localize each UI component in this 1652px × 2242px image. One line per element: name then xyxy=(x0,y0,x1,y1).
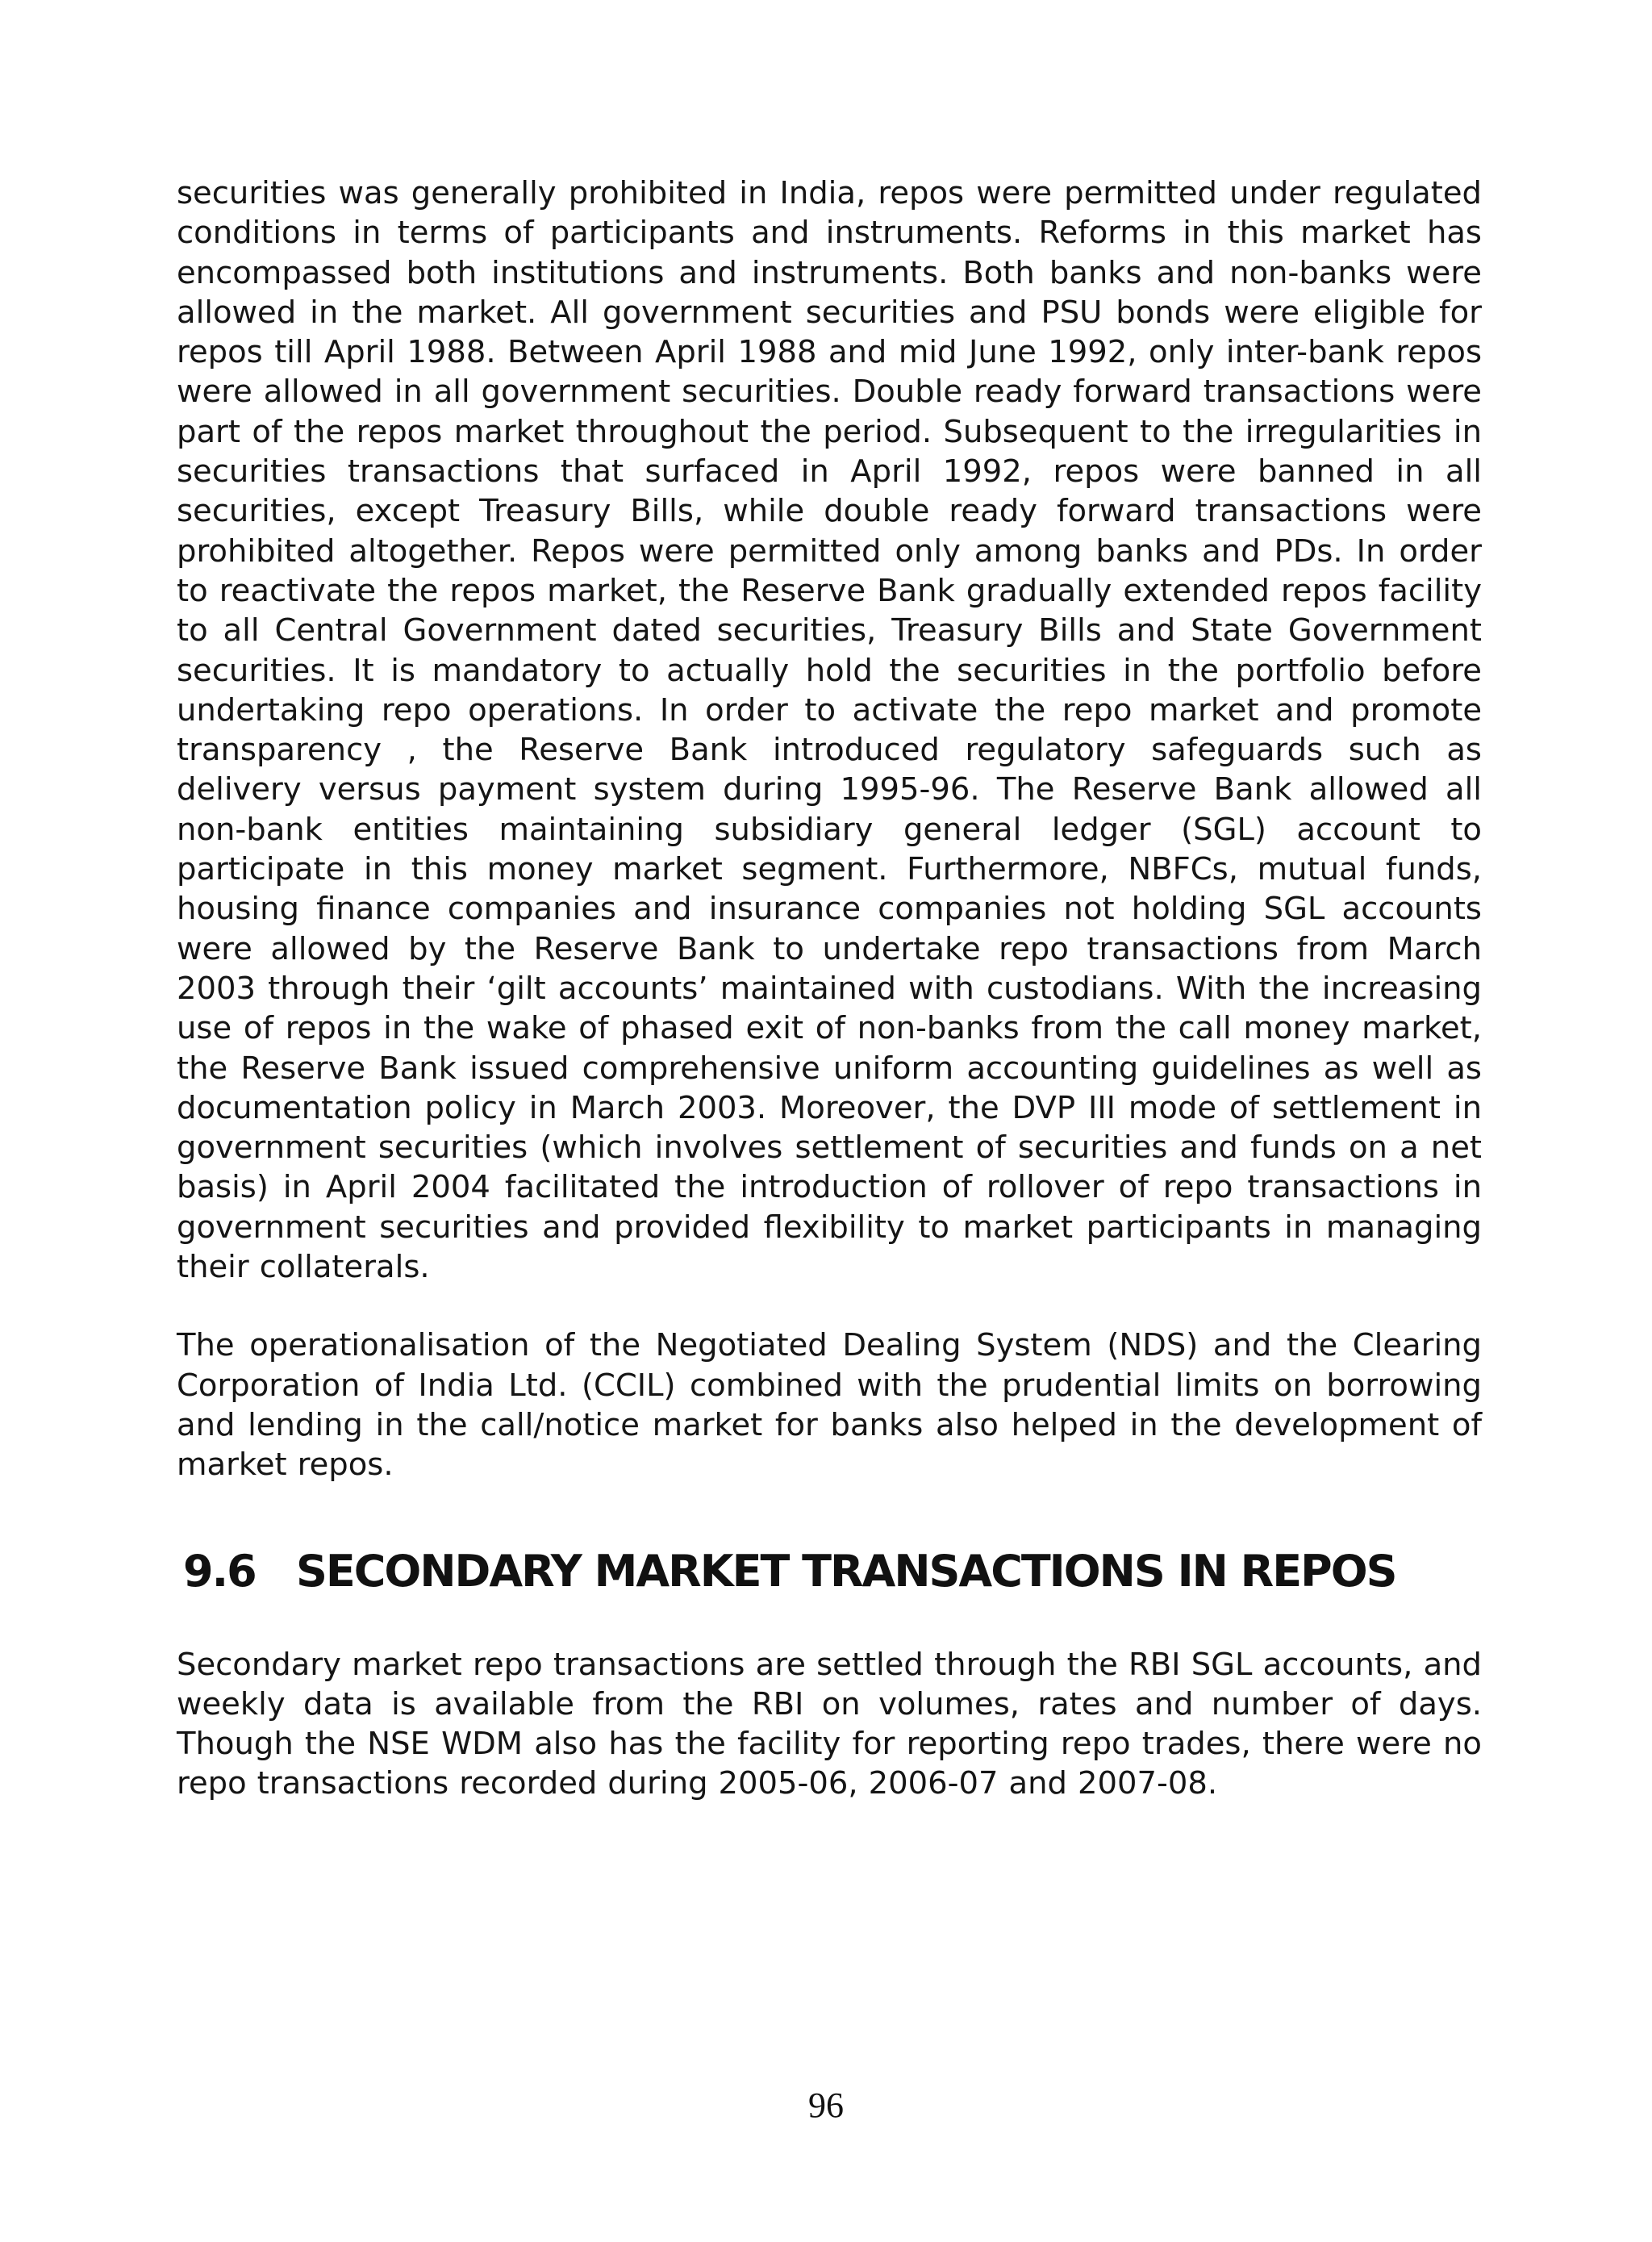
section-number: 9.6 xyxy=(183,1545,256,1597)
page-content xyxy=(177,173,1482,1804)
page-number: 96 xyxy=(808,2085,844,2125)
paragraph-repos-history: securities was generally prohibited in India, repos were permitted under regulated conditions in terms of participants and instruments. Reforms in this market has encompassed both institutions and instruments. Both banks and non-banks were allowed in the market. All government securities and PSU bonds were eligible for repos till April 1988. Between April 1988 and mid June 1992, only inter-bank repos were allowed in all government securities. Double ready forward transactions were part of the repos market throughout the period. Subsequent to the irregularities in securities transactions that surfaced in April 1992, repos were banned in all securities, except Treasury Bills, while double ready forward transactions were prohibited altogether. Repos were permitted only among banks and PDs. In order to reactivate the repos market, the Reserve Bank gradually extended repos facility to all Central Government dated securities, Treasury Bills and State Government securities. It is mandatory to actually hold the securities in the portfolio before undertaking repo operations. In order to activate the repo market and promote transparency , the Reserve Bank introduced regulatory safeguards such as delivery versus payment system during 1995-96. The Reserve Bank allowed all non-bank entities maintaining subsidiary general ledger (SGL) account to participate in this money market segment. Furthermore, NBFCs, mutual funds, housing finance companies and insurance companies not holding SGL accounts were allowed by the Reserve Bank to undertake repo transactions from March 2003 through their ‘gilt accounts’ maintained with custodians. With the increasing use of repos in the wake of phased exit of non-banks from the call money market, the Reserve Bank issued comprehensive uniform accounting guidelines as well as documentation policy in March 2003. Moreover, the DVP III mode of settlement in government securities (which involves settlement of securities and funds on a net basis) in April 2004 facilitated the introduction of rollover of repo transactions in government securities and provided flexibility to market participants in managing their collaterals. xyxy=(177,175,1482,1286)
section-heading xyxy=(183,1543,1482,1600)
paragraph-nds-ccil: The operationalisation of the Negotiated Dealing System (NDS) and the Clearing Corporation of India Ltd. (CCIL) combined with the prudential limits on borrowing and lending in the call/notice market for banks also helped in the development of market repos. xyxy=(177,1327,1482,1484)
section-title: SECONDARY MARKET TRANSACTIONS IN REPOS xyxy=(296,1545,1396,1597)
paragraph-secondary-market: Secondary market repo transactions are settled through the RBI SGL accounts, and weekly data is available from the RBI on volumes, rates and number of days. Though the NSE WDM also has the facility for reporting repo trades, there were no repo transactions recorded during 2005-06, 2006-07 and 2007-08. xyxy=(177,1646,1482,1802)
